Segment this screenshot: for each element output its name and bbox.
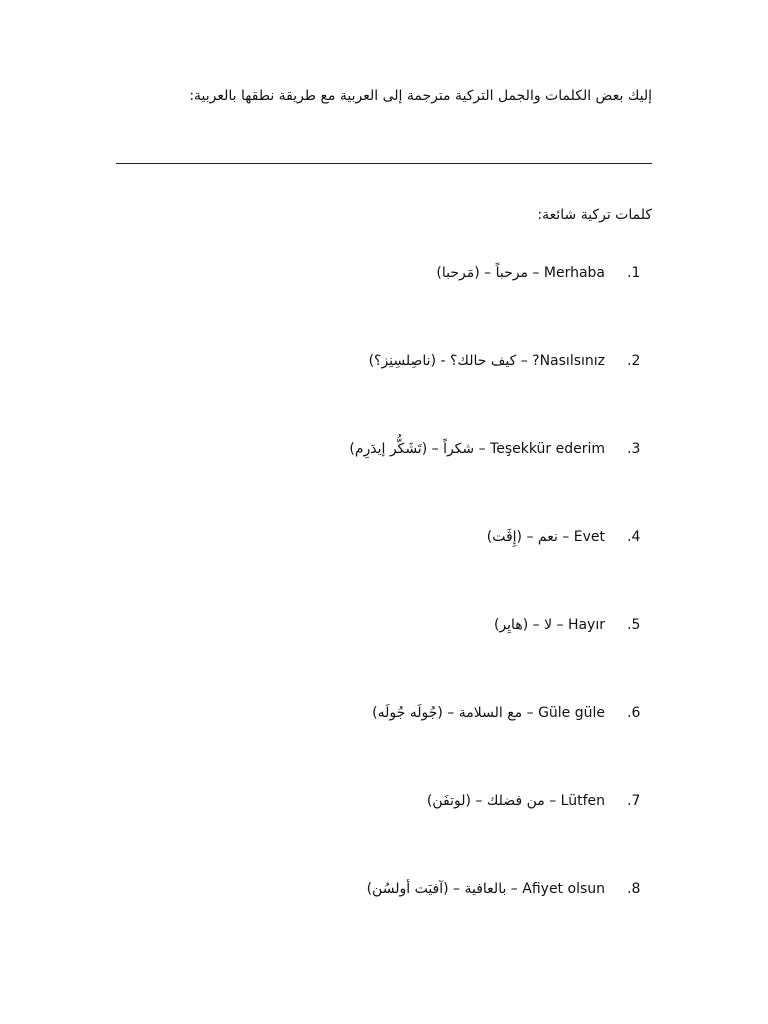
list-item	[0, 526, 768, 614]
item-text: Merhaba – مرحباً – (مَرحبا)	[436, 265, 605, 281]
item-number: .3	[627, 441, 641, 457]
list-item	[0, 350, 768, 438]
item-number: .7	[627, 793, 641, 809]
item-number: .4	[627, 529, 641, 545]
item-number: .2	[627, 353, 641, 369]
list-item	[0, 878, 768, 966]
list-item	[0, 262, 768, 350]
list-item	[0, 438, 768, 526]
item-number: .1	[627, 265, 641, 281]
item-text: Teşekkür ederim – شكراً – (تَشَكُّر إيدَرِم)	[349, 441, 605, 457]
intro-paragraph: إليك بعض الكلمات والجمل التركية مترجمة إلى العربية مع طريقة نطقها بالعربية:	[189, 88, 652, 104]
item-number: .6	[627, 705, 641, 721]
item-number: .5	[627, 617, 641, 633]
list-item	[0, 790, 768, 878]
item-number: .8	[627, 881, 641, 897]
item-text: Nasılsınız? – كيف حالك؟ - (ناصِلسِنِز؟)	[368, 353, 605, 369]
item-text: Lütfen – من فضلك – (لوتفَن)	[426, 793, 605, 809]
item-text: Afiyet olsun – بالعافية – (آفيَت أولسُن)	[366, 881, 605, 897]
item-text: Evet – نعم – (إِڤَت)	[486, 529, 605, 545]
horizontal-divider	[116, 163, 652, 164]
section-heading: كلمات تركية شائعة:	[537, 207, 652, 223]
item-text: Hayır – لا – (هايِر)	[493, 617, 605, 633]
word-list	[0, 262, 768, 966]
list-item	[0, 702, 768, 790]
list-item	[0, 614, 768, 702]
item-text: Güle güle – مع السلامة – (جُولَه جُولَه)	[372, 705, 605, 721]
